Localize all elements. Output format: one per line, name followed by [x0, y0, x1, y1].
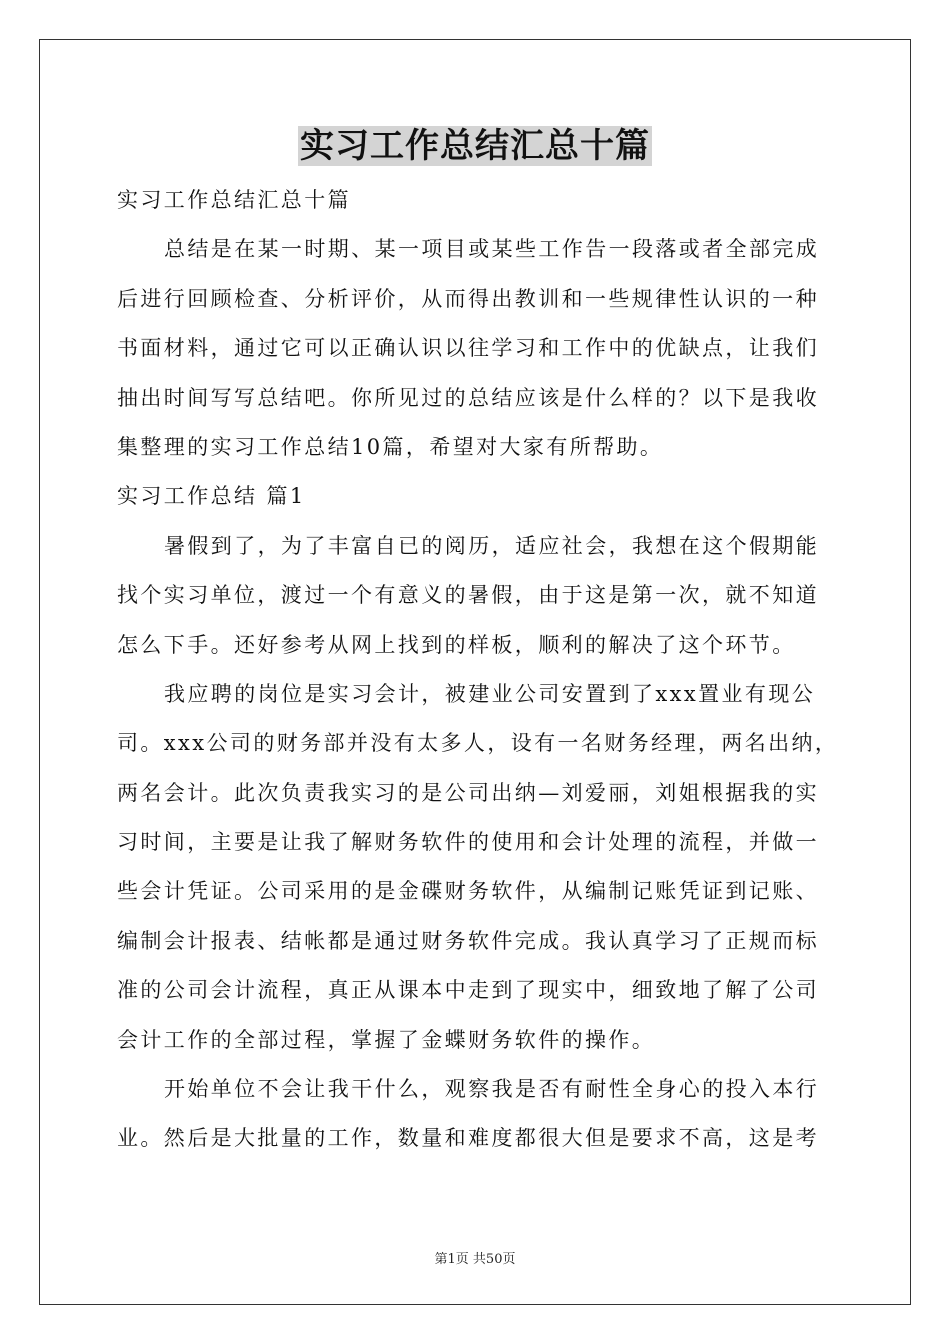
- text-line: 会计工作的全部过程，掌握了金蝶财务软件的操作。: [117, 1027, 656, 1052]
- text-line: 准的公司会计流程，真正从课本中走到了现实中，细致地了解了公司: [117, 978, 819, 1003]
- text-line: 些会计凭证。公司采用的是金碟财务软件，从编制记账凭证到记账、: [117, 879, 819, 904]
- text-line: 暑假到了，为了丰富自已的阅历，适应社会，我想在这个假期能: [164, 533, 820, 558]
- text-line: 集整理的实习工作总结10篇，希望对大家有所帮助。: [117, 434, 664, 459]
- text-line: 我应聘的岗位是实习会计，被建业公司安置到了xxx置业有现公: [164, 681, 816, 706]
- document-body: [117, 176, 839, 1164]
- text-line: 司。xxx公司的财务部并没有太多人，设有一名财务经理，两名出纳，: [117, 731, 839, 756]
- text-line: 后进行回顾检查、分析评价，从而得出教训和一些规律性认识的一种: [117, 286, 819, 311]
- text-line: 习时间，主要是让我了解财务软件的使用和会计处理的流程，并做一: [117, 830, 819, 855]
- document-title-wrap: [0, 124, 950, 168]
- text-line: 抽出时间写写总结吧。你所见过的总结应该是什么样的？以下是我收: [117, 385, 819, 410]
- document-title: 实习工作总结汇总十篇: [300, 126, 650, 166]
- text-line: 找个实习单位，渡过一个有意义的暑假，由于这是第一次，就不知道: [117, 583, 819, 608]
- text-line: 实习工作总结 篇1: [117, 484, 306, 509]
- text-line: 实习工作总结汇总十篇: [117, 188, 351, 212]
- text-line: 两名会计。此次负责我实习的是公司出纳—刘爱丽，刘姐根据我的实: [117, 780, 819, 805]
- text-line: 怎么下手。还好参考从网上找到的样板，顺利的解决了这个环节。: [117, 632, 796, 657]
- text-line: 开始单位不会让我干什么，观察我是否有耐性全身心的投入本行: [164, 1077, 820, 1102]
- text-line: 书面材料，通过它可以正确认识以往学习和工作中的优缺点，让我们: [117, 336, 819, 361]
- text-line: 业。然后是大批量的工作，数量和难度都很大但是要求不高，这是考: [117, 1126, 819, 1151]
- page-footer: 第1页 共50页: [434, 1252, 516, 1267]
- text-line: 编制会计报表、结帐都是通过财务软件完成。我认真学习了正规而标: [117, 928, 819, 953]
- text-line: 总结是在某一时期、某一项目或某些工作告一段落或者全部完成: [164, 237, 820, 262]
